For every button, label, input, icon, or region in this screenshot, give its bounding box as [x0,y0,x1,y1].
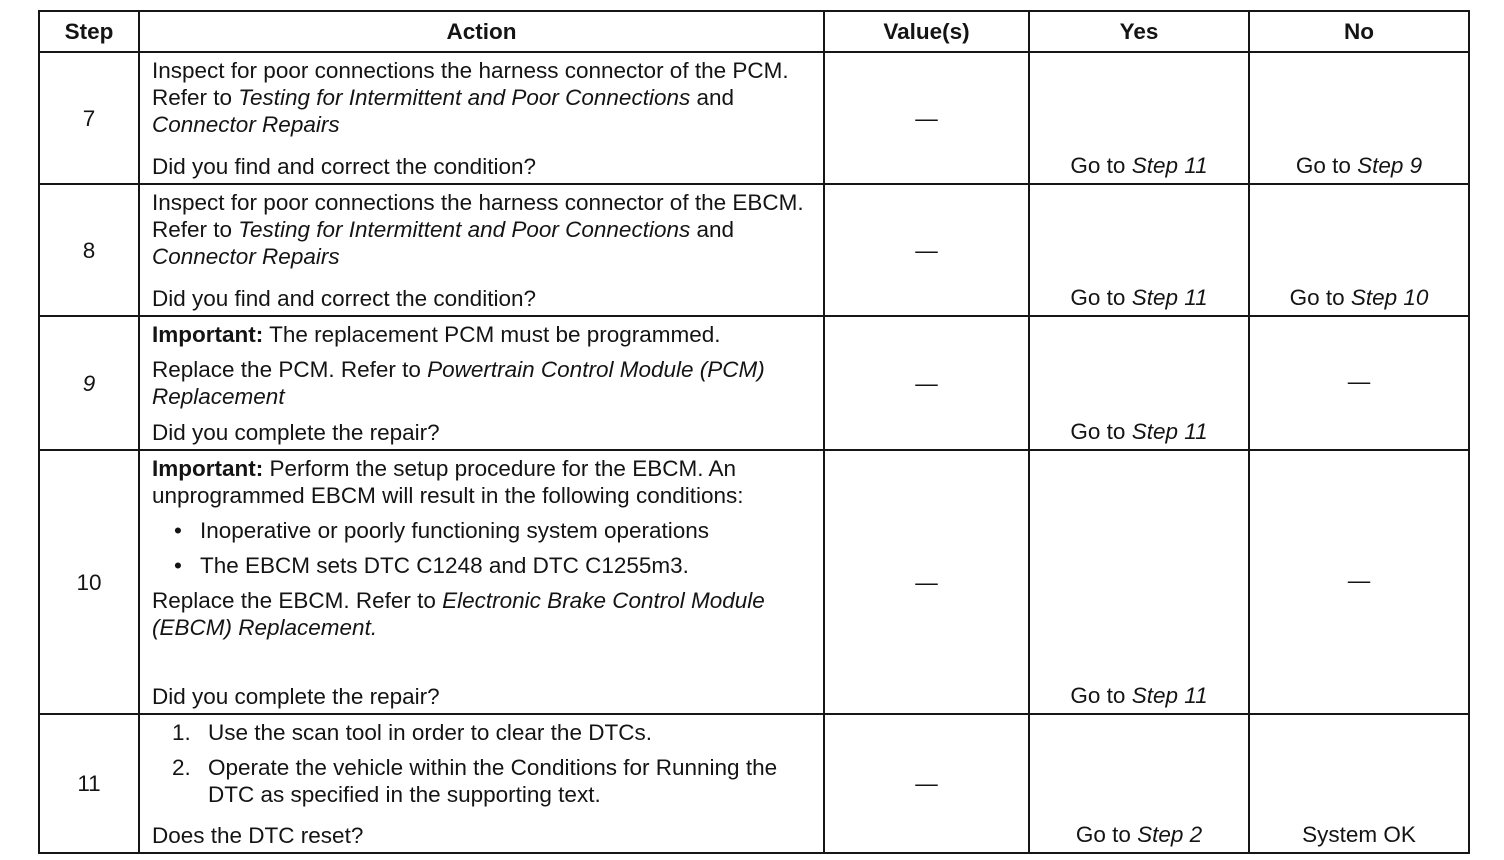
important-label: Important: [152,322,264,347]
action-cell [139,714,824,853]
yes-step-ref: Step 11 [1131,683,1208,708]
table-row [39,316,1469,450]
bullet-icon: • [174,518,182,543]
action-question: Does the DTC reset? [152,823,364,848]
step-number: 9 [39,316,139,450]
action-question: Did you find and correct the condition? [152,286,536,311]
action-cell [139,52,824,184]
reference-link: Powertrain Control Module (PCM) Replacement [152,357,765,409]
action-cell [139,450,824,714]
yes-cell: Go to Step 11 [1029,450,1249,714]
reference-link: Connector Repairs [152,112,340,137]
important-note: Important: Perform the setup procedure for the EBCM. An unprogrammed EBCM will result in the following conditions: [152,456,744,508]
yes-step-ref: Step 11 [1131,419,1208,444]
value-cell: — [824,450,1029,714]
header-value: Value(s) [824,11,1029,52]
header-action: Action [139,11,824,52]
no-cell: Go to Step 9 [1249,52,1469,184]
table-row [39,714,1469,853]
action-question: Did you complete the repair? [152,684,440,709]
step-number: 11 [39,714,139,853]
table-header [39,11,1469,52]
header-row [39,11,1469,52]
yes-cell: Go to Step 2 [1029,714,1249,853]
condition-list [152,517,811,579]
action-question: Did you complete the repair? [152,420,440,445]
no-cell: System OK [1249,714,1469,853]
yes-step-ref: Step 11 [1131,153,1208,178]
no-step-ref: Step 9 [1357,153,1423,178]
header-step: Step [39,11,139,52]
value-cell: — [824,52,1029,184]
important-label: Important: [152,456,264,481]
reference-link: Electronic Brake Control Module (EBCM) Replacement. [152,588,765,640]
value-cell: — [824,184,1029,316]
list-item: 2. Operate the vehicle within the Conditions for Running the DTC as specified in the supporting text. [172,755,778,807]
yes-step-ref: Step 2 [1137,822,1203,847]
diagnostic-table [38,10,1470,854]
reference-link: Testing for Intermittent and Poor Connections [238,85,691,110]
yes-cell: Go to Step 11 [1029,52,1249,184]
yes-step-ref: Step 11 [1131,285,1208,310]
step-number: 7 [39,52,139,184]
list-item: • The EBCM sets DTC C1248 and DTC C1255m3. [174,553,689,578]
header-no: No [1249,11,1469,52]
reference-link: Connector Repairs [152,244,340,269]
step-number: 8 [39,184,139,316]
action-text: Inspect for poor connections the harness connector of the PCM. Refer to Testing for Intermittent and Poor Connections and Connector Repairs [152,58,789,137]
no-cell: Go to Step 10 [1249,184,1469,316]
value-cell: — [824,714,1029,853]
list-item: • Inoperative or poorly functioning system operations [174,518,710,543]
no-cell: — [1249,450,1469,714]
table-row [39,184,1469,316]
action-text: Replace the PCM. Refer to Powertrain Control Module (PCM) Replacement [152,357,765,409]
reference-link: Testing for Intermittent and Poor Connections [238,217,691,242]
bullet-icon: • [174,553,182,578]
header-yes: Yes [1029,11,1249,52]
procedure-list [152,719,811,808]
yes-cell: Go to Step 11 [1029,316,1249,450]
value-cell: — [824,316,1029,450]
step-number: 10 [39,450,139,714]
action-text: Inspect for poor connections the harness connector of the EBCM. Refer to Testing for Intermittent and Poor Connections and Connector Repairs [152,190,804,269]
table-row [39,450,1469,714]
action-text: Replace the EBCM. Refer to Electronic Brake Control Module (EBCM) Replacement. [152,588,765,640]
important-note: Important: The replacement PCM must be programmed. [152,322,721,347]
no-cell: — [1249,316,1469,450]
table-row [39,52,1469,184]
action-cell [139,184,824,316]
action-question: Did you find and correct the condition? [152,154,536,179]
action-cell [139,316,824,450]
no-step-ref: Step 10 [1350,285,1429,310]
list-item: 1. Use the scan tool in order to clear the DTCs. [172,720,652,745]
yes-cell: Go to Step 11 [1029,184,1249,316]
